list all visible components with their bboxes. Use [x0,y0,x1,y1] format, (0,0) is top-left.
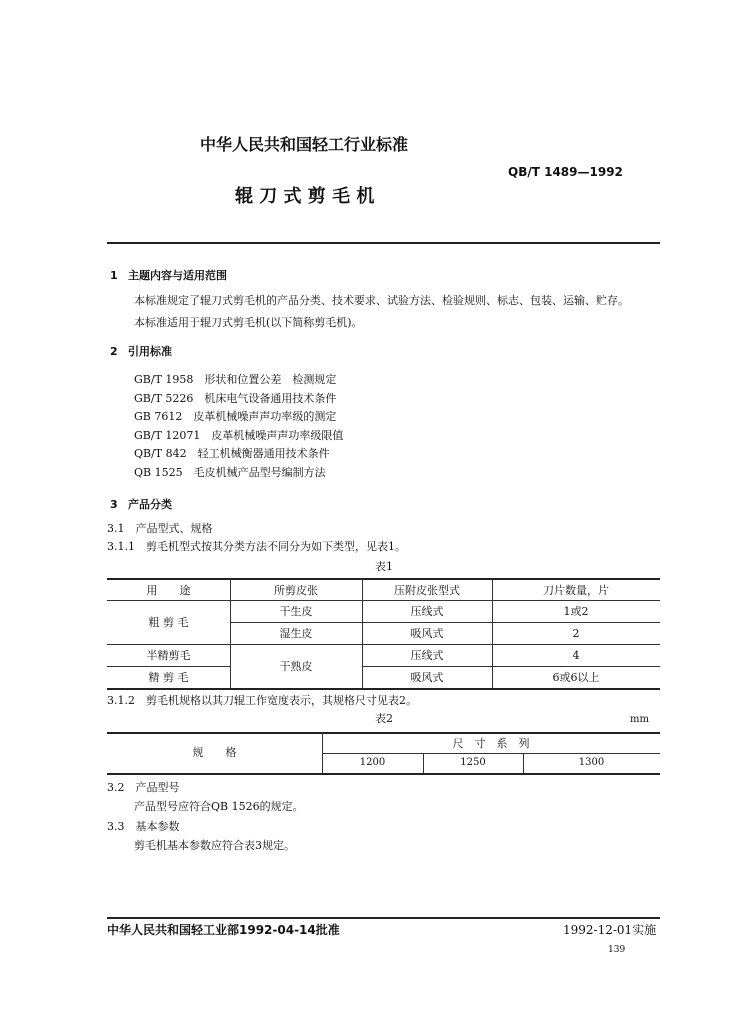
reference-item: GB/T 12071 皮革机械噪声声功率级限值 [134,429,344,442]
t1-header: 所剪皮张 [274,584,318,597]
table2-caption: 表2 [375,712,393,725]
s31-heading: 3.1 产品型式、规格 [107,522,213,535]
s32-heading: 3.2 产品型号 [107,781,180,794]
table1-caption: 表1 [375,560,393,573]
standard-code: QB/T 1489—1992 [508,165,623,179]
doc-title: 辊 刀 式 剪 毛 机 [235,186,375,207]
t1-cell: 粗 剪 毛 [148,616,189,629]
t1-cell: 6或6以上 [552,671,600,684]
s3-title: 产品分类 [128,498,172,511]
s2-num: 2 [110,345,118,358]
t1-cell: 4 [572,649,580,662]
s33-text: 剪毛机基本参数应符合表3规定。 [134,839,295,852]
s33-heading: 3.3 基本参数 [107,820,180,833]
t1-cell: 半精剪毛 [146,649,191,662]
reference-item: GB/T 5226 机床电气设备通用技术条件 [134,392,337,405]
s1-title: 主题内容与适用范围 [128,269,227,282]
table2-unit: mm [630,714,649,725]
t1-header: 刀片数量，片 [543,584,609,597]
t1-cell: 吸风式 [410,671,444,684]
t1-cell: 干熟皮 [279,660,313,673]
t2-cell: 1200 [359,757,386,768]
s1-num: 1 [110,269,118,282]
t1-cell: 干生皮 [279,605,313,618]
t2-cell: 1300 [578,757,605,768]
t1-cell: 压线式 [410,649,444,662]
s311-text: 3.1.1 剪毛机型式按其分类方法不同分为如下类型，见表1。 [107,540,406,553]
t1-cell: 吸风式 [410,627,444,640]
footer-rule [107,917,660,919]
t1-cell: 1或2 [563,605,589,618]
t2-cell: 1250 [460,757,486,768]
reference-item: QB/T 842 轻工机械衡器通用技术条件 [134,447,330,460]
page-number: 139 [608,945,626,955]
reference-item: GB 7612 皮革机械噪声声功率级的测定 [134,410,337,423]
s1-para2: 本标准适用于辊刀式剪毛机(以下简称剪毛机)。 [134,316,363,329]
t1-cell: 压线式 [410,605,444,618]
s312-text: 3.1.2 剪毛机规格以其刀辊工作宽度表示，其规格尺寸见表2。 [107,694,417,707]
reference-item: GB/T 1958 形状和位置公差 检测规定 [134,373,337,386]
t1-header: 压附皮张型式 [394,584,460,597]
t1-cell: 精 剪 毛 [148,671,189,684]
t2-series-header: 尺 寸 系 列 [452,737,530,750]
s32-text: 产品型号应符合QB 1526的规定。 [134,800,304,813]
s3-num: 3 [110,498,118,511]
t1-header: 用 途 [146,584,191,597]
t1-cell: 2 [572,627,580,640]
t2-spec-header: 规 格 [192,746,237,759]
header-rule [107,242,660,244]
approval-line: 中华人民共和国轻工业部1992-04-14批准 [107,923,340,937]
org-title: 中华人民共和国轻工行业标准 [200,135,409,154]
s1-para1: 本标准规定了辊刀式剪毛机的产品分类、技术要求、试验方法、检验规则、标志、包装、运输、贮存。 [134,294,629,307]
reference-item: QB 1525 毛皮机械产品型号编制方法 [134,466,326,479]
effective-date: 1992-12-01实施 [563,923,657,937]
t1-cell: 湿生皮 [279,627,313,640]
s2-title: 引用标准 [128,345,172,358]
